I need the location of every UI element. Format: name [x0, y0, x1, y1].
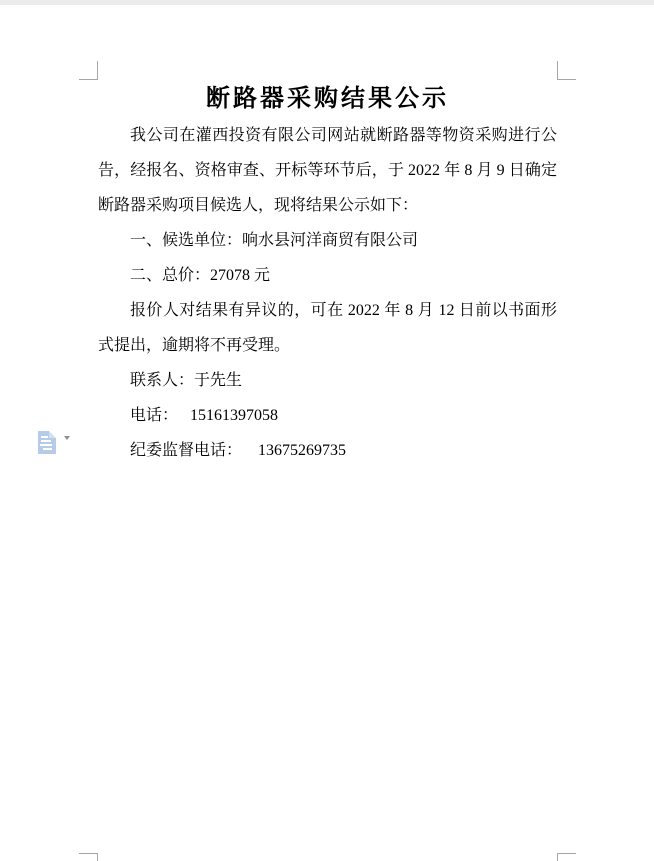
- page-fold-corner: [49, 431, 56, 438]
- paragraph-objection: 报价人对结果有异议的，可在 2022 年 8 月 12 日前以书面形式提出，逾期将不再受理。: [98, 302, 557, 354]
- dropdown-arrow-icon[interactable]: [63, 440, 71, 458]
- margin-crop-mark-top-left: [79, 61, 98, 80]
- paragraph-total-price: 二、总价：27078 元: [130, 267, 271, 284]
- paste-options-button[interactable]: [38, 431, 72, 457]
- paragraph-contact-person: 联系人：于先生: [130, 372, 243, 389]
- paragraph-candidate: 一、候选单位：响水县河洋商贸有限公司: [130, 232, 419, 249]
- paragraph-supervision-phone: 纪委监督电话： 13675269735: [130, 442, 347, 459]
- margin-crop-mark-top-right: [557, 61, 576, 80]
- window-top-bar: [0, 0, 654, 5]
- paragraph-phone: 电话： 15161397058: [130, 407, 279, 424]
- paragraph-intro: 我公司在灌西投资有限公司网站就断路器等物资采购进行公告，经报名、资格审查、开标等环节后，于 2022 年 8 月 9 日确定断路器采购项目候选人，现将结果公示如下：: [98, 127, 557, 214]
- document-title: 断路器采购结果公示: [206, 86, 449, 112]
- margin-crop-mark-bottom-right: [557, 853, 576, 861]
- document-text-area[interactable]: [98, 80, 557, 468]
- paste-options-icon: [38, 431, 56, 454]
- margin-crop-mark-bottom-left: [79, 853, 98, 861]
